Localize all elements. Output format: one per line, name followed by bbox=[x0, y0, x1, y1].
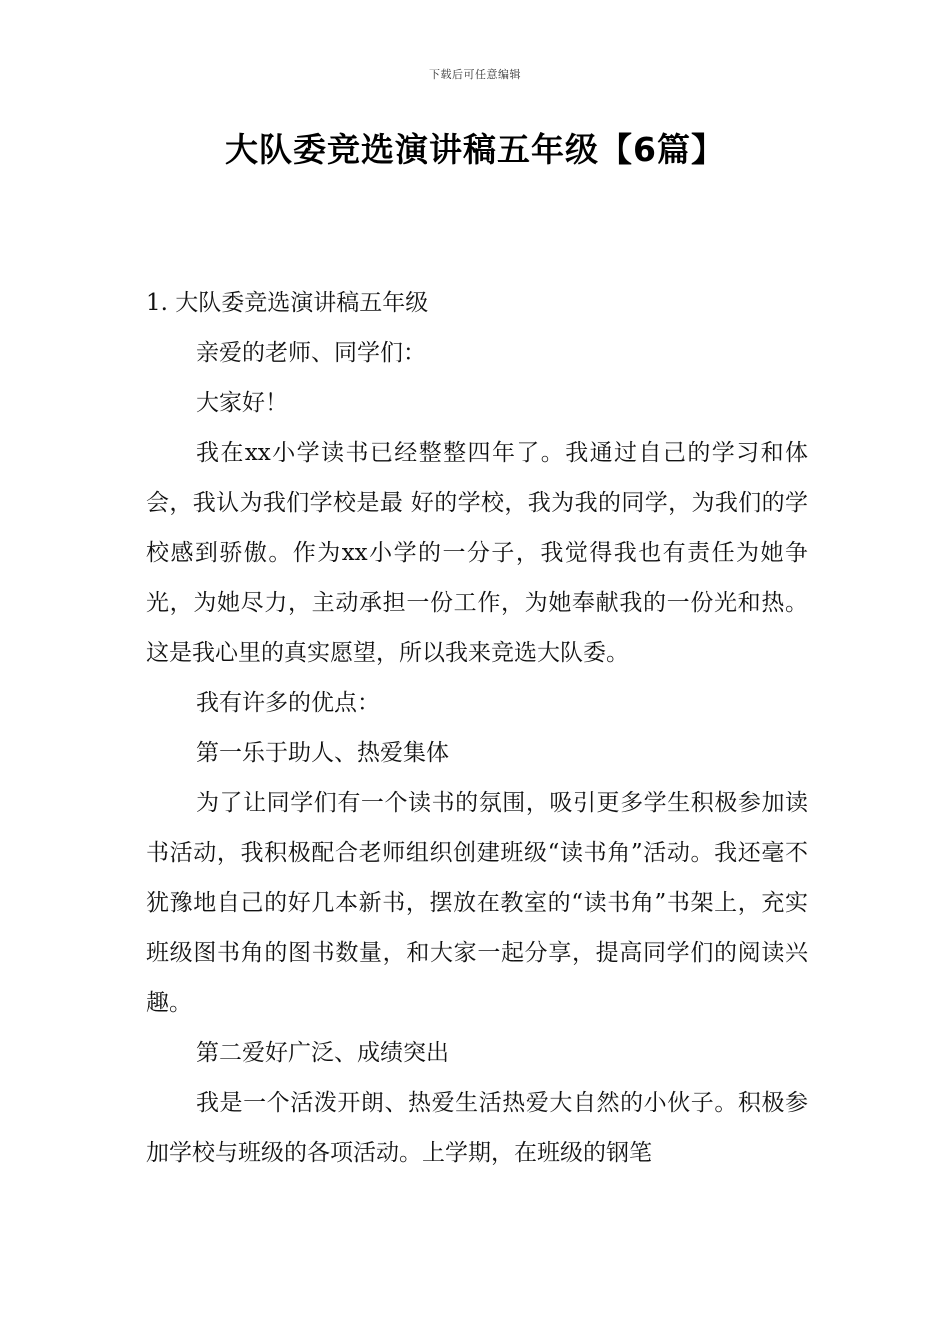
subheading-second-point: 第二爱好广泛、成绩突出 bbox=[196, 1040, 449, 1066]
header-note: 下载后可任意编辑 bbox=[429, 68, 521, 81]
document-title: 大队委竞选演讲稿五年级【6篇】 bbox=[225, 130, 725, 169]
section-heading: 1. 大队委竞选演讲稿五年级 bbox=[146, 290, 429, 316]
paragraph-intro: 我在xx小学读书已经整整四年了。我通过自己的学习和体会，我认为我们学校是最 好的学校，我为我的同学，为我们的学校感到骄傲。作为xx小学的一分子，我觉得我也有责任为她争光，为她尽力，主动承担一份工作，为她奉献我的一份光和热。这是我心里的真实愿望，所以我来竞选大队委。 bbox=[146, 440, 808, 666]
paragraph-strengths: 我有许多的优点： bbox=[196, 690, 380, 716]
paragraph-hello: 大家好！ bbox=[196, 390, 288, 416]
paragraph-activities: 我是一个活泼开朗、热爱生活热爱大自然的小伙子。积极参加学校与班级的各项活动。上学期，在班级的钢笔 bbox=[146, 1090, 808, 1166]
document-body bbox=[146, 278, 808, 1178]
paragraph-greeting: 亲爱的老师、同学们： bbox=[196, 340, 426, 366]
subheading-first-point: 第一乐于助人、热爱集体 bbox=[196, 740, 449, 766]
paragraph-reading-corner: 为了让同学们有一个读书的氛围，吸引更多学生积极参加读书活动，我积极配合老师组织创建班级“读书角”活动。我还毫不犹豫地自己的好几本新书，摆放在教室的“读书角”书架上，充实班级图书角的图书数量，和大家一起分享，提高同学们的阅读兴趣。 bbox=[146, 790, 808, 1016]
